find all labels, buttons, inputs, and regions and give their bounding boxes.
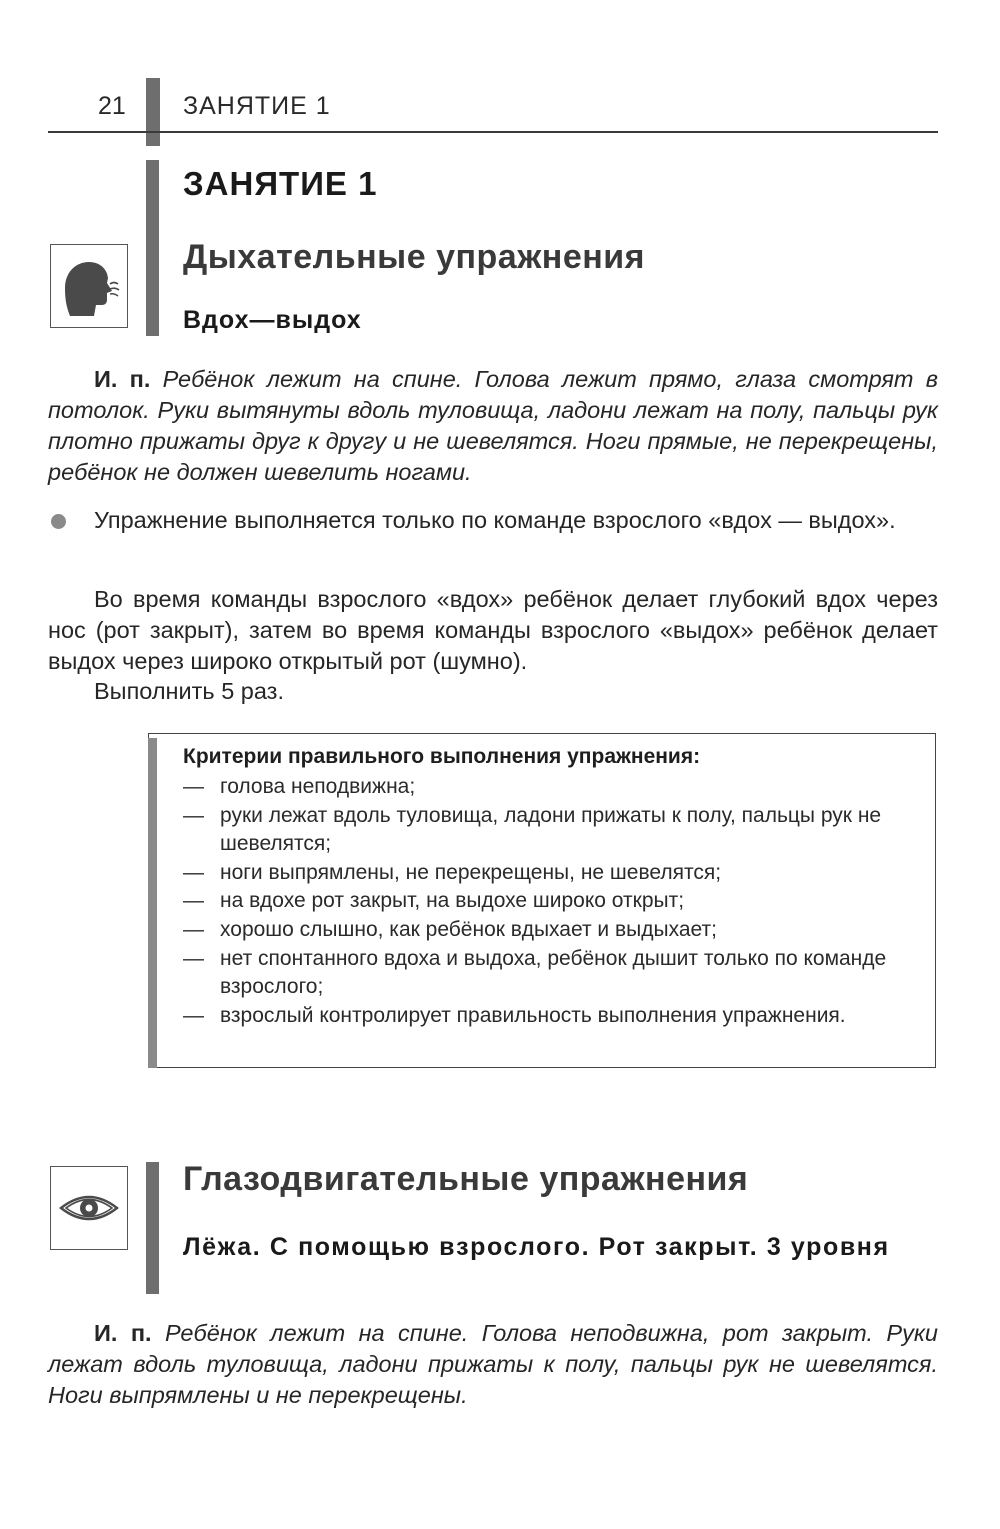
section-title: Дыхательные упражнения: [183, 238, 646, 276]
criteria-item: — взрослый контролирует правильность выполнения упражнения.: [183, 1002, 918, 1031]
criteria-item: — хорошо слышно, как ребёнок вдыхает и выдыхает;: [183, 916, 918, 945]
criteria-title: Критерии правильного выполнения упражнения:: [183, 745, 701, 768]
eye-icon-frame: [50, 1166, 128, 1250]
criteria-list: [183, 773, 918, 1030]
intro-paragraph: [48, 1318, 938, 1411]
criteria-item: — нет спонтанного вдоха и выдоха, ребёнок дышит только по команде взрослого;: [183, 945, 918, 1002]
page-number: 21: [98, 92, 126, 120]
criteria-bar: [148, 738, 157, 1068]
breathing-icon-frame: [50, 244, 128, 328]
criteria-item: — голова неподвижна;: [183, 773, 918, 802]
section-title: Глазодвигательные упражнения: [183, 1160, 749, 1198]
lesson-title: ЗАНЯТИЕ 1: [183, 165, 378, 202]
section-bar: [146, 160, 159, 336]
breathing-head-icon: [56, 250, 122, 322]
eye-icon: [57, 1188, 121, 1228]
bullet-dot: [51, 514, 66, 529]
criteria-item: — на вдохе рот закрыт, на выдохе широко открыт;: [183, 887, 918, 916]
criteria-item: — руки лежат вдоль туловища, ладони прижаты к полу, пальцы рук не шевелятся;: [183, 802, 918, 859]
intro-paragraph: [48, 364, 938, 488]
intro-label: И. п.: [94, 1320, 152, 1346]
intro-text: Ребёнок лежит на спине. Голова лежит прямо, глаза смотрят в потолок. Руки вытянуты вдоль туловища, ладони лежат на полу, пальцы рук плотно прижаты друг к другу и не шевелятся. Ноги прямые, не перекрещены, ребёнок не должен шевелить ногами.: [48, 366, 939, 485]
header-rule: [48, 131, 938, 133]
bullet-text: Упражнение выполняется только по команде взрослого «вдох — выдох».: [94, 507, 896, 533]
description-paragraph: Во время команды взрослого «вдох» ребёнок делает глубокий вдох через нос (рот закрыт), затем во время команды взрослого «выдох» ребёнок делает выдох через широко открытый рот (шумно).: [48, 586, 938, 674]
intro-label: И. п.: [94, 366, 151, 392]
intro-text: Ребёнок лежит на спине. Голова неподвижна, рот закрыт. Руки лежат вдоль туловища, ладони прижаты к полу, пальцы рук не шевелятся. Ноги выпрямлены и не перекрещены.: [48, 1320, 938, 1408]
exercise-title: Вдох—выдох: [183, 306, 362, 334]
section-bar: [146, 1162, 159, 1294]
header-divider-bar: [146, 78, 160, 146]
criteria-item: — ноги выпрямлены, не перекрещены, не шевелятся;: [183, 859, 918, 888]
repeat-text: Выполнить 5 раз.: [94, 678, 284, 704]
exercise-title: Лёжа. С помощью взрослого. Рот закрыт. 3 уровня: [183, 1233, 890, 1261]
running-title: ЗАНЯТИЕ 1: [183, 92, 331, 120]
